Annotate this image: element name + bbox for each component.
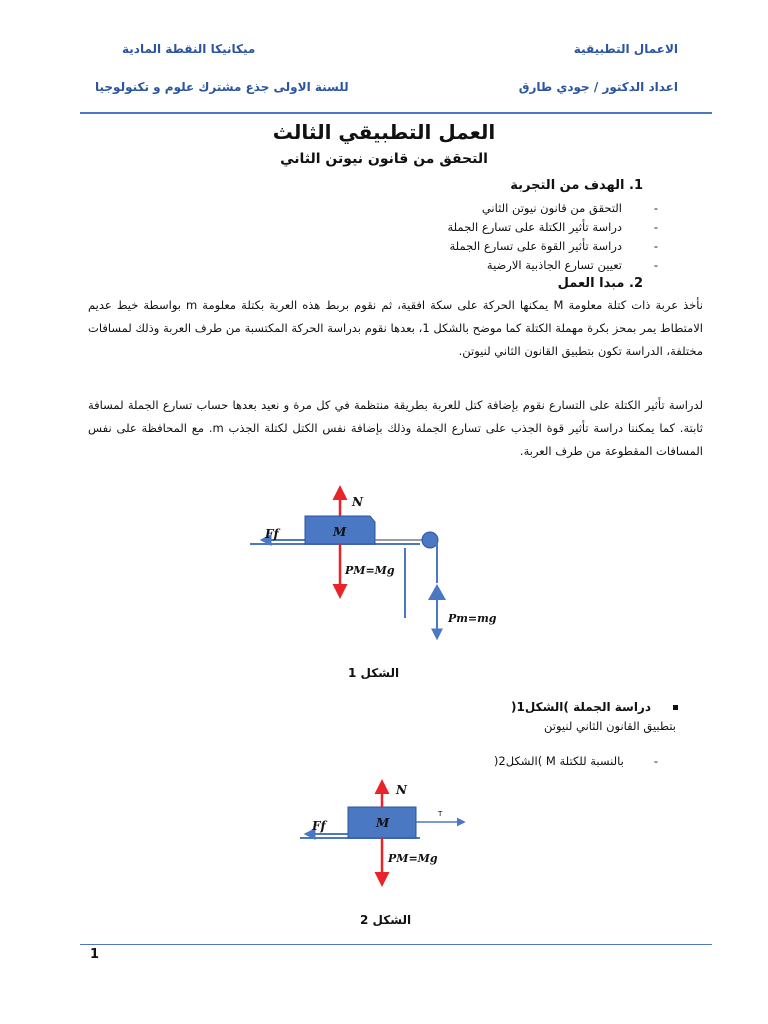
study-bullet <box>511 700 678 714</box>
section1-heading: 1. الهدف من التجربة <box>510 178 643 193</box>
square-bullet-icon <box>673 705 678 710</box>
label-Ff: Ff <box>312 819 326 833</box>
principle-paragraph-2: لدراسة تأثير الكتلة على التسارع نقوم بإضافة كتل للعربة بطريقة منتظمة في كل مرة و نعيد بعدها حساب تسارع الجملة لمسافة ثابتة. كما يمكننا دراسة تأثير قوة الجذب على تسارع الجملة وذلك بإضافة نفس الكتل لكتلة الجذب m. مع المحافظة على نفس المسافات المقطوعة من طرف العربة. <box>88 398 703 458</box>
label-M: M <box>333 525 347 539</box>
section2-heading: 2. مبدا العمل <box>557 276 643 291</box>
label-Pm: Pm=mg <box>448 612 497 625</box>
objective-item: - التحقق من قانون نيوتن الثاني <box>447 199 658 218</box>
page-subtitle: التحقق من قانون نيوتن الثاني <box>280 151 488 167</box>
label-PM: PM=Mg <box>388 852 438 865</box>
principle-paragraph-1: نأخذ عربة ذات كتلة معلومة M يمكنها الحركة على سكة افقية، ثم نقوم بربط هذه العربة بكتلة معلومة m بواسطة خيط عديم الامتطاط يمر بمحز بكرة مهملة الكتلة كما موضح بالشكل 1، بعدها نقوم بدراسة الحركة المكتسبة من طرف العربة وذلك لمسافات مختلفة، الدراسة تكون بتطبيق القانون الثاني لنيوتن. <box>88 298 704 358</box>
footer-divider <box>80 944 712 945</box>
header-left-top: ميكانيكا النقطة المادية <box>122 42 256 56</box>
hanging-mass <box>428 584 446 600</box>
label-Ff: Ff <box>265 527 279 541</box>
figure-2-diagram <box>0 780 768 890</box>
study-sub: -بالنسبة للكتلة M )الشكل2( <box>493 754 658 768</box>
objective-item: - تعيين تسارع الجاذبية الارضية <box>447 256 658 275</box>
page-title: العمل التطبيقي الثالث <box>272 120 496 144</box>
objectives-list <box>447 199 658 275</box>
study-bullet-text: دراسة الجملة )الشكل1( <box>511 700 651 714</box>
figure-2-caption: الشكل 2 <box>360 913 412 927</box>
label-PM: PM=Mg <box>345 564 395 577</box>
label-M: M <box>376 816 390 830</box>
figure-1-diagram <box>0 478 768 678</box>
label-N: N <box>352 495 363 509</box>
header-right-bottom: اعداد الدكتور / جودي طارق <box>518 80 678 94</box>
figure-1-caption: الشكل 1 <box>348 666 400 680</box>
header-right-top: الاعمال التطبيقية <box>573 42 678 56</box>
header-divider <box>80 112 712 114</box>
pulley-icon <box>422 532 438 548</box>
page-number: 1 <box>90 947 100 962</box>
objective-item: - دراسة تأثير القوة على تسارع الجملة <box>447 237 658 256</box>
study-sub-text: بالنسبة للكتلة M )الشكل2( <box>493 754 624 768</box>
label-N: N <box>396 783 407 797</box>
objective-item: - دراسة تأثير الكتلة على تسارع الجملة <box>447 218 658 237</box>
study-line: بتطبيق القانون الثاني لنيوتن <box>543 719 676 733</box>
header-left-bottom: للسنة الاولى جذع مشترك علوم و تكنولوجيا <box>95 80 349 94</box>
label-T: T <box>438 810 443 818</box>
